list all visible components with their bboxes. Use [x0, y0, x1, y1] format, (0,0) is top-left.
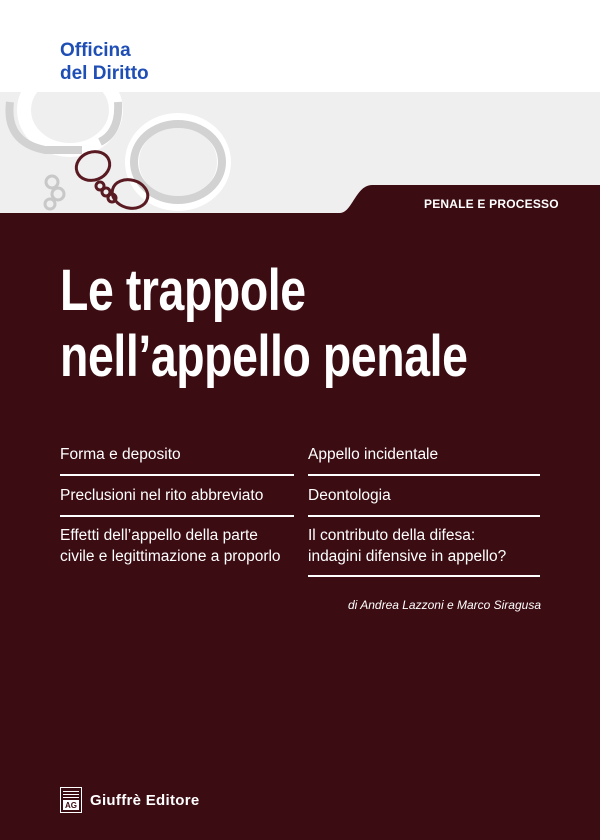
series-name-line2: del Diritto [60, 63, 149, 84]
title-line1: Le trappole [60, 258, 306, 323]
authors-line: di Andrea Lazzoni e Marco Siragusa [348, 598, 541, 612]
topic-item: Appello incidentale [308, 446, 439, 463]
series-name-line1: Officina [60, 40, 131, 61]
topic-divider [308, 474, 540, 476]
topic-divider [308, 575, 540, 577]
topic-item: Il contributo della difesa: indagini difensive in appello? [308, 527, 507, 565]
series-logo [60, 39, 149, 85]
topic-item: Preclusioni nel rito abbreviato [60, 487, 264, 504]
topic-divider [60, 515, 294, 517]
book-title [60, 258, 468, 390]
topic-item: Effetti dell’appello della parte civile e legittimazione a proporlo [60, 527, 281, 565]
topic-item: Forma e deposito [60, 446, 181, 463]
topic-item: Deontologia [308, 487, 391, 504]
topic-divider [308, 515, 540, 517]
collection-label: PENALE E PROCESSO [424, 197, 559, 211]
title-line2: nell’appello penale [60, 324, 468, 389]
publisher-logo-icon: AG [60, 787, 82, 813]
topic-divider [60, 474, 294, 476]
publisher-name: Giuffrè Editore [90, 792, 200, 809]
